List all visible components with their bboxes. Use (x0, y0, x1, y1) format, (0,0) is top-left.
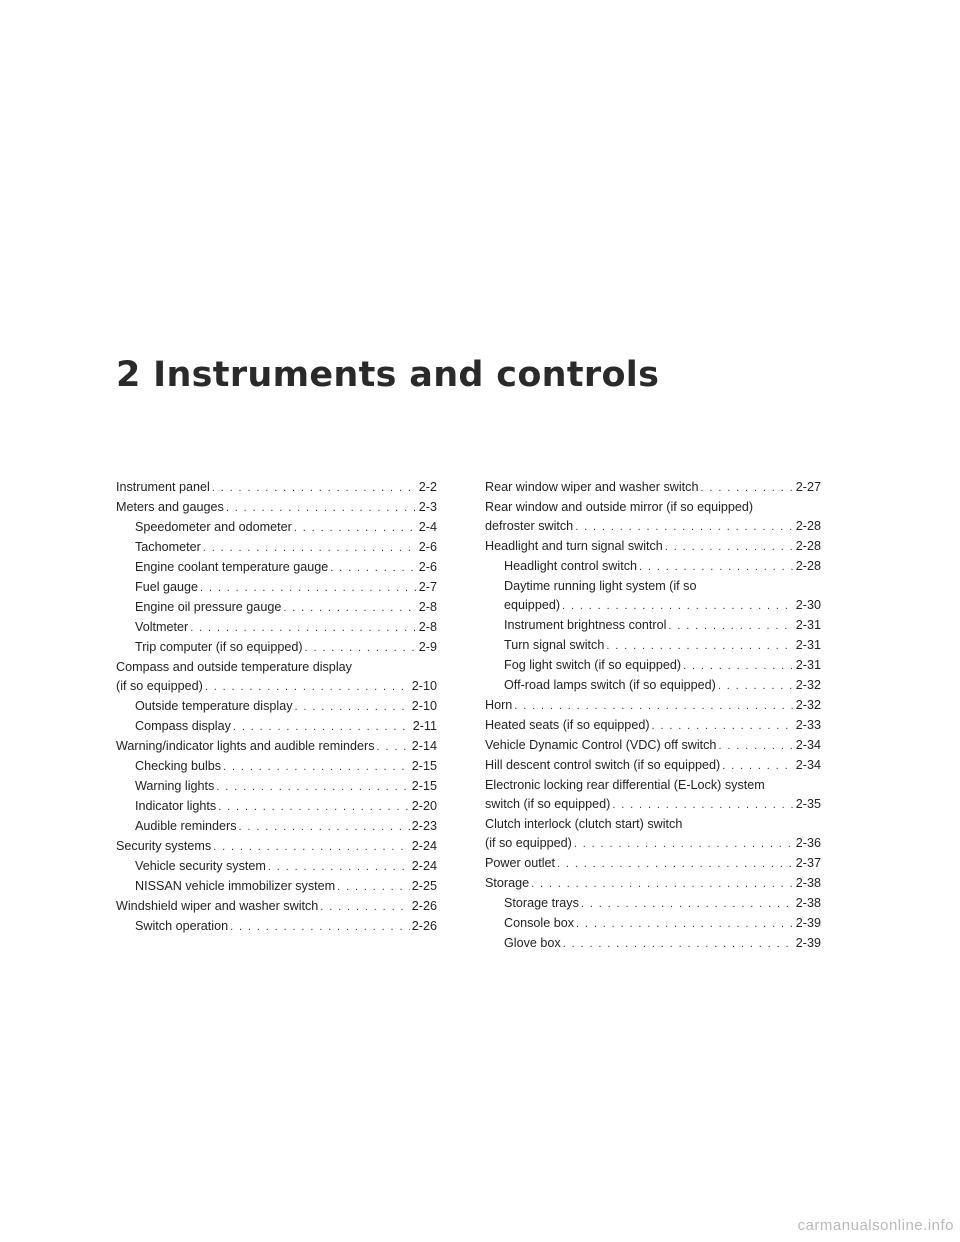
dot-leader (668, 617, 793, 636)
toc-entry-page: 2-10 (411, 679, 437, 693)
dot-leader (562, 597, 794, 616)
toc-entry[interactable] (116, 777, 437, 797)
toc-entry-page: 2-30 (795, 598, 821, 612)
toc-entry-page: 2-31 (795, 618, 821, 632)
toc-entry-page: 2-37 (795, 856, 821, 870)
toc-entry-title-line: Compass and outside temperature display (116, 660, 352, 674)
toc-entry-page: 2-24 (411, 839, 437, 853)
toc-entry[interactable] (116, 757, 437, 777)
toc-entry[interactable] (485, 676, 821, 696)
toc-entry-page: 2-39 (795, 936, 821, 950)
toc-entry-page: 2-31 (795, 658, 821, 672)
toc-entry-page: 2-8 (418, 620, 437, 634)
toc-entry[interactable] (485, 577, 821, 616)
toc-entry-page: 2-32 (795, 678, 821, 692)
toc-entry[interactable] (485, 874, 821, 894)
toc-entry-page: 2-7 (418, 580, 437, 594)
dot-leader (574, 835, 794, 854)
toc-entry-page: 2-34 (795, 738, 821, 752)
dot-leader (283, 599, 416, 618)
toc-entry[interactable] (116, 837, 437, 857)
dot-leader (557, 855, 794, 874)
dot-leader (200, 579, 417, 598)
dot-leader (612, 796, 793, 815)
toc-entry-title: Headlight control switch (504, 559, 637, 573)
toc-entry[interactable] (485, 616, 821, 636)
toc-entry[interactable] (116, 618, 437, 638)
toc-entry[interactable] (485, 934, 821, 954)
dot-leader (665, 538, 794, 557)
toc-entry[interactable] (116, 658, 437, 697)
toc-entry-title-line: Daytime running light system (if so (504, 579, 697, 593)
toc-entry-page: 2-2 (418, 480, 437, 494)
toc-entry-page: 2-38 (795, 896, 821, 910)
toc-entry[interactable] (485, 716, 821, 736)
toc-entry-title: defroster switch (485, 519, 574, 533)
toc-entry-title-line: Rear window and outside mirror (if so equipped) (485, 500, 754, 514)
toc-entry-title: Heated seats (if so equipped) (485, 718, 650, 732)
dot-leader (718, 677, 794, 696)
toc-entry-title: Storage trays (504, 896, 579, 910)
toc-entry-page: 2-27 (795, 480, 821, 494)
toc-entry[interactable] (116, 638, 437, 658)
toc-entry-page: 2-4 (418, 520, 437, 534)
dot-leader (213, 838, 410, 857)
toc-entry[interactable] (485, 696, 821, 716)
dot-leader (701, 479, 794, 498)
toc-entry-title: Speedometer and odometer (135, 520, 292, 534)
toc-entry-title: Engine oil pressure gauge (135, 600, 282, 614)
toc-entry-page: 2-6 (418, 540, 437, 554)
dot-leader (226, 499, 417, 518)
toc-entry-title: (if so equipped) (485, 836, 572, 850)
toc-entry-title: Voltmeter (135, 620, 189, 634)
toc-entry-page: 2-28 (795, 559, 821, 573)
toc-entry-title: Headlight and turn signal switch (485, 539, 663, 553)
toc-entry-title: Horn (485, 698, 513, 712)
dot-leader (377, 738, 410, 757)
toc-entry[interactable] (116, 697, 437, 717)
toc-entry[interactable] (485, 854, 821, 874)
toc-entry[interactable] (485, 776, 821, 815)
toc-entry[interactable] (485, 894, 821, 914)
toc-entry[interactable] (116, 498, 437, 518)
toc-entry-title: Compass display (135, 719, 231, 733)
toc-entry[interactable] (485, 756, 821, 776)
dot-leader (531, 875, 794, 894)
dot-leader (330, 559, 417, 578)
dot-leader (295, 698, 410, 717)
toc-entry-page: 2-39 (795, 916, 821, 930)
dot-leader (216, 778, 409, 797)
toc-entry-page: 2-28 (795, 519, 821, 533)
toc-entry[interactable] (116, 717, 437, 737)
dot-leader (337, 878, 410, 897)
toc-entry-page: 2-32 (795, 698, 821, 712)
toc-entry-title: Vehicle Dynamic Control (VDC) off switch (485, 738, 717, 752)
toc-entry[interactable] (116, 897, 437, 917)
toc-entry-page: 2-28 (795, 539, 821, 553)
dot-leader (205, 678, 410, 697)
toc-entry-title: Tachometer (135, 540, 201, 554)
toc-entry[interactable] (116, 558, 437, 578)
toc-entry-title: Indicator lights (135, 799, 217, 813)
toc-entry[interactable] (116, 538, 437, 558)
dot-leader (683, 657, 794, 676)
toc-entry-title: Hill descent control switch (if so equipped) (485, 758, 721, 772)
toc-entry-title-line: Electronic locking rear differential (E-Lock) system (485, 778, 765, 792)
toc-entry[interactable] (116, 857, 437, 877)
toc-entry[interactable] (116, 578, 437, 598)
dot-leader (190, 619, 417, 638)
toc-entry-title: Outside temperature display (135, 699, 293, 713)
dot-leader (576, 915, 794, 934)
toc-entry-page: 2-36 (795, 836, 821, 850)
dot-leader (563, 935, 794, 954)
toc-entry-title-line: Clutch interlock (clutch start) switch (485, 817, 683, 831)
chapter-title: 2 Instruments and controls (116, 355, 660, 395)
toc-entry-page: 2-34 (795, 758, 821, 772)
toc-right-column (485, 478, 821, 954)
toc-entry[interactable] (485, 498, 821, 537)
dot-leader (212, 479, 417, 498)
toc-entry[interactable] (116, 917, 437, 937)
dot-leader (268, 858, 410, 877)
toc-entry-page: 2-35 (795, 797, 821, 811)
toc-entry-page: 2-10 (411, 699, 437, 713)
toc-entry-title: Meters and gauges (116, 500, 224, 514)
toc-entry-title: Instrument brightness control (504, 618, 667, 632)
toc-entry[interactable] (116, 877, 437, 897)
toc-entry-page: 2-14 (411, 739, 437, 753)
toc-entry-title: Engine coolant temperature gauge (135, 560, 329, 574)
toc-entry-page: 2-20 (411, 799, 437, 813)
toc-entry-title: Off-road lamps switch (if so equipped) (504, 678, 716, 692)
toc-entry[interactable] (116, 817, 437, 837)
toc-entry[interactable] (485, 478, 821, 498)
toc-entry[interactable] (485, 914, 821, 934)
toc-left-column (116, 478, 437, 937)
toc-entry-title: Checking bulbs (135, 759, 222, 773)
toc-entry-page: 2-38 (795, 876, 821, 890)
dot-leader (230, 918, 410, 937)
toc-entry[interactable] (485, 736, 821, 756)
dot-leader (294, 519, 417, 538)
toc-entry-title: Power outlet (485, 856, 556, 870)
toc-entry-page: 2-33 (795, 718, 821, 732)
toc-entry-title: Turn signal switch (504, 638, 605, 652)
toc-entry[interactable] (485, 656, 821, 676)
toc-entry-page: 2-11 (412, 719, 437, 733)
dot-leader (320, 898, 409, 917)
toc-entry-title: Console box (504, 916, 575, 930)
toc-entry-title: Fuel gauge (135, 580, 199, 594)
toc-entry-title: (if so equipped) (116, 679, 203, 693)
toc-entry-page: 2-26 (411, 899, 437, 913)
toc-entry-title: Storage (485, 876, 530, 890)
toc-entry-title: Rear window wiper and washer switch (485, 480, 699, 494)
toc-entry-title: Instrument panel (116, 480, 210, 494)
toc-entry-page: 2-25 (411, 879, 437, 893)
toc-entry[interactable] (116, 478, 437, 498)
toc-entry[interactable] (485, 537, 821, 557)
toc-entry-title: Audible reminders (135, 819, 237, 833)
toc-entry-title: equipped) (504, 598, 561, 612)
toc-entry-page: 2-15 (411, 779, 437, 793)
toc-entry-title: Windshield wiper and washer switch (116, 899, 319, 913)
dot-leader (652, 717, 794, 736)
dot-leader (581, 895, 794, 914)
toc-entry-title: NISSAN vehicle immobilizer system (135, 879, 336, 893)
toc-entry-page: 2-6 (418, 560, 437, 574)
watermark: carmanualsonline.info (797, 1217, 954, 1234)
toc-entry-title: Security systems (116, 839, 212, 853)
dot-leader (233, 718, 411, 737)
toc-entry-page: 2-3 (418, 500, 437, 514)
toc-entry-title: switch (if so equipped) (485, 797, 611, 811)
toc-entry-page: 2-9 (418, 640, 437, 654)
toc-entry-title: Fog light switch (if so equipped) (504, 658, 682, 672)
toc-entry[interactable] (116, 598, 437, 618)
toc-entry-title: Glove box (504, 936, 561, 950)
toc-entry[interactable] (116, 797, 437, 817)
dot-leader (203, 539, 417, 558)
toc-entry[interactable] (485, 636, 821, 656)
toc-entry-title: Warning lights (135, 779, 215, 793)
toc-entry-page: 2-26 (411, 919, 437, 933)
dot-leader (239, 818, 410, 837)
toc-entry-title: Warning/indicator lights and audible reminders (116, 739, 375, 753)
toc-entry-title: Switch operation (135, 919, 229, 933)
dot-leader (718, 737, 793, 756)
dot-leader (575, 518, 794, 537)
dot-leader (606, 637, 793, 656)
toc-entry[interactable] (485, 815, 821, 854)
dot-leader (514, 697, 793, 716)
dot-leader (639, 558, 794, 577)
toc-entry-title: Vehicle security system (135, 859, 266, 873)
toc-entry[interactable] (485, 557, 821, 577)
toc-entry[interactable] (116, 518, 437, 538)
dot-leader (305, 639, 417, 658)
toc-entry[interactable] (116, 737, 437, 757)
dot-leader (223, 758, 410, 777)
toc-entry-page: 2-23 (411, 819, 437, 833)
toc-entry-title: Trip computer (if so equipped) (135, 640, 303, 654)
toc-entry-page: 2-24 (411, 859, 437, 873)
toc-entry-page: 2-15 (411, 759, 437, 773)
dot-leader (722, 757, 794, 776)
dot-leader (218, 798, 410, 817)
toc-entry-page: 2-8 (418, 600, 437, 614)
toc-entry-page: 2-31 (795, 638, 821, 652)
